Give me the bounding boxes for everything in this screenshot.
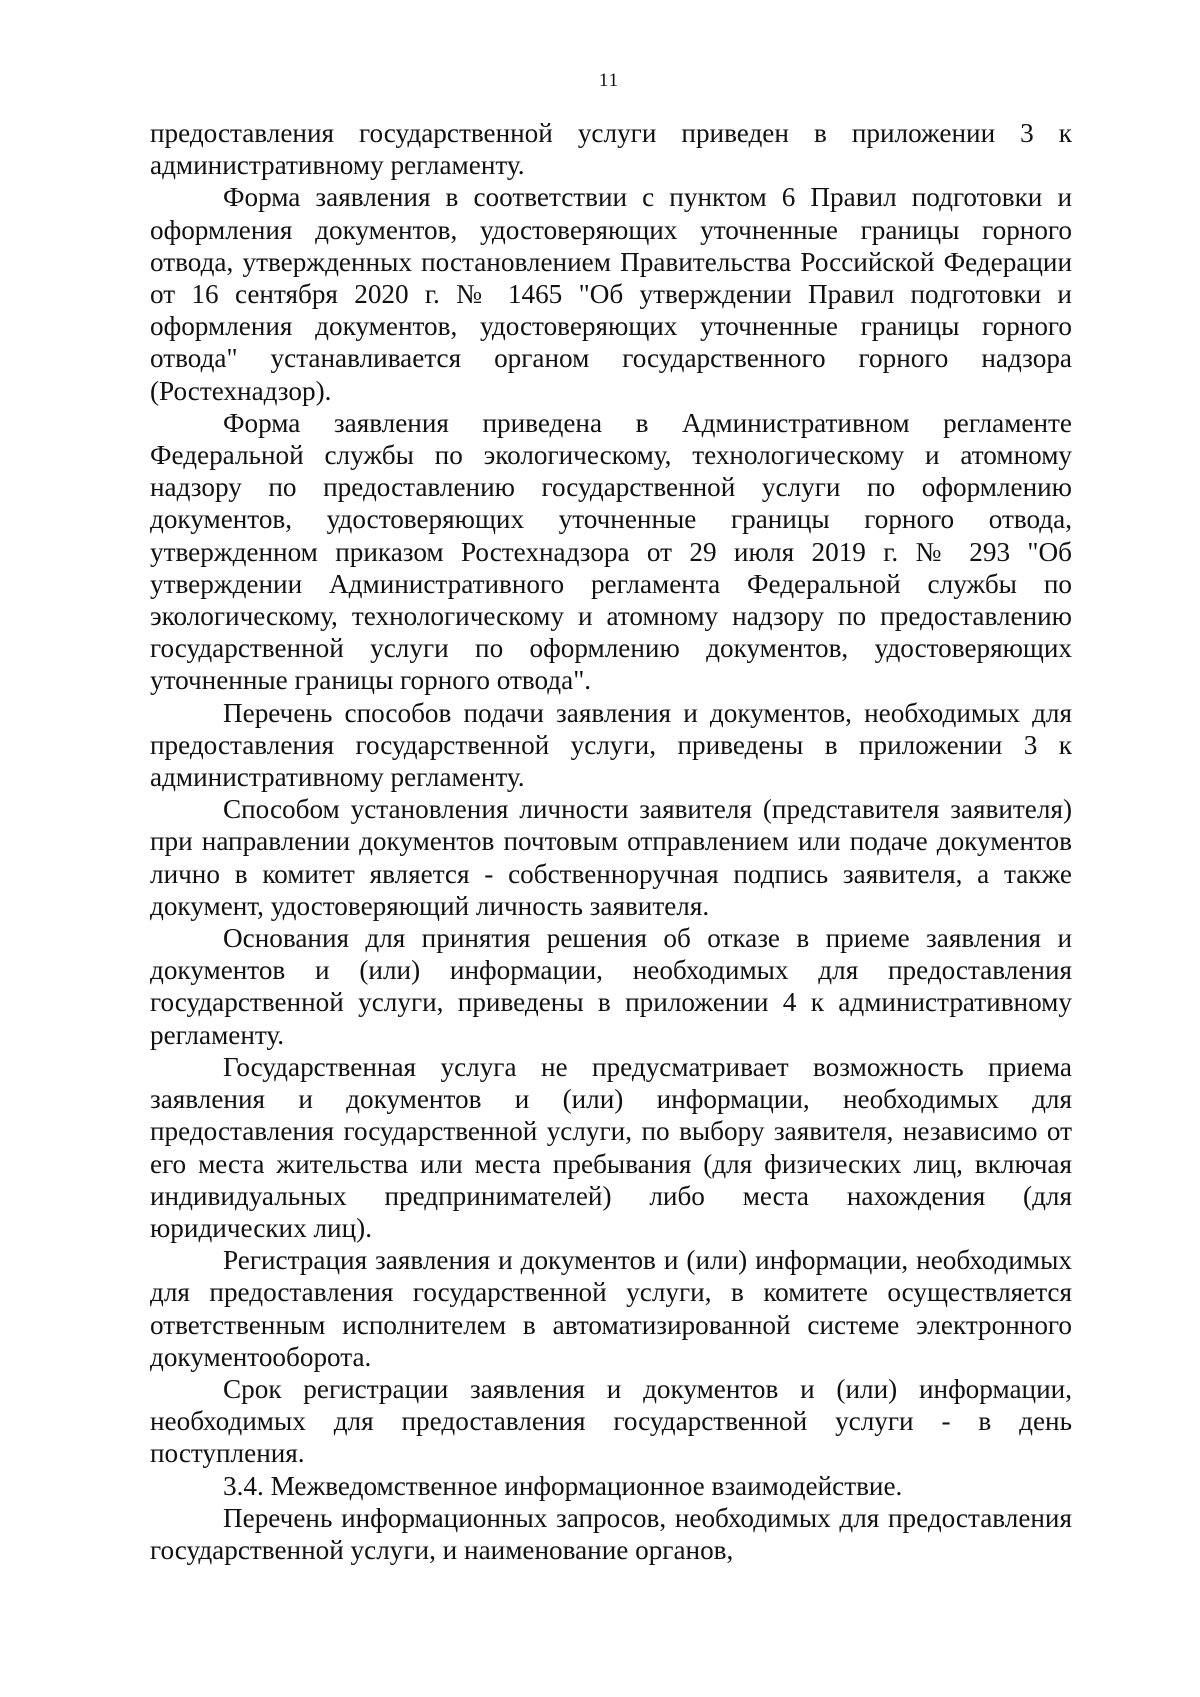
paragraph-submission-methods: Перечень способов подачи заявления и документов, необходимых для предоставления государственной услуги, приведены в приложении 3 к административному регламенту. xyxy=(150,697,1072,793)
paragraph-information-requests: Перечень информационных запросов, необходимых для предоставления государственной услуги, и наименование органов, xyxy=(150,1502,1072,1565)
paragraph-extraterritorial-principle: Государственная услуга не предусматривает возможность приема заявления и документов и (или) информации, необходимых для предоставления государственной услуги, по выбору заявителя, независимо от его места жительства или места пребывания (для физических лиц, включая индивидуальных предпринимателей) либо места нахождения (для юридических лиц). xyxy=(150,1051,1072,1243)
paragraph-continuation: предоставления государственной услуги приведен в приложении 3 к административному регламенту. xyxy=(150,118,1072,181)
paragraph-registration-term: Срок регистрации заявления и документов и (или) информации, необходимых для предоставления государственной услуги - в день поступления. xyxy=(150,1373,1072,1469)
section-heading-3-4: 3.4. Межведомственное информационное взаимодействие. xyxy=(223,1470,903,1501)
paragraph-identity-verification: Способом установления личности заявителя (представителя заявителя) при направлении документов почтовым отправлением или подаче документов лично в комитет является - собственноручная подпись заявителя, а также документ, удостоверяющий личность заявителя. xyxy=(150,794,1072,921)
document-body xyxy=(150,117,1072,1566)
paragraph-refusal-grounds: Основания для принятия решения об отказе в приеме заявления и документов и (или) информации, необходимых для предоставления государственной услуги, приведены в приложении 4 к административному регламенту. xyxy=(150,923,1072,1050)
paragraph-registration: Регистрация заявления и документов и (или) информации, необходимых для предоставления государственной услуги, в комитете осуществляется ответственным исполнителем в автоматизированной системе электронного документооборота. xyxy=(150,1245,1072,1372)
paragraph-application-form-rules: Форма заявления в соответствии с пунктом 6 Правил подготовки и оформления документов, удостоверяющих уточненные границы горного отвода, утвержденных постановлением Правительства Российской Федерации от 16 сентября 2020 г. № 1465 "Об утверждении Правил подготовки и оформления документов, удостоверяющих уточненные границы горного отвода" устанавливается органом государственного горного надзора (Ростехнадзор). xyxy=(150,182,1072,406)
page-number: 11 xyxy=(598,70,620,91)
paragraph-application-form-regulation: Форма заявления приведена в Административном регламенте Федеральной службы по экологическому, технологическому и атомному надзору по предоставлению государственной услуги по оформлению документов, удостоверяющих уточненные границы горного отвода, утвержденном приказом Ростехнадзора от 29 июля 2019 г. № 293 "Об утверждении Административного регламента Федеральной службы по экологическому, технологическому и атомному надзору по предоставлению государственной услуги по оформлению документов, удостоверяющих уточненные границы горного отвода". xyxy=(150,407,1072,696)
